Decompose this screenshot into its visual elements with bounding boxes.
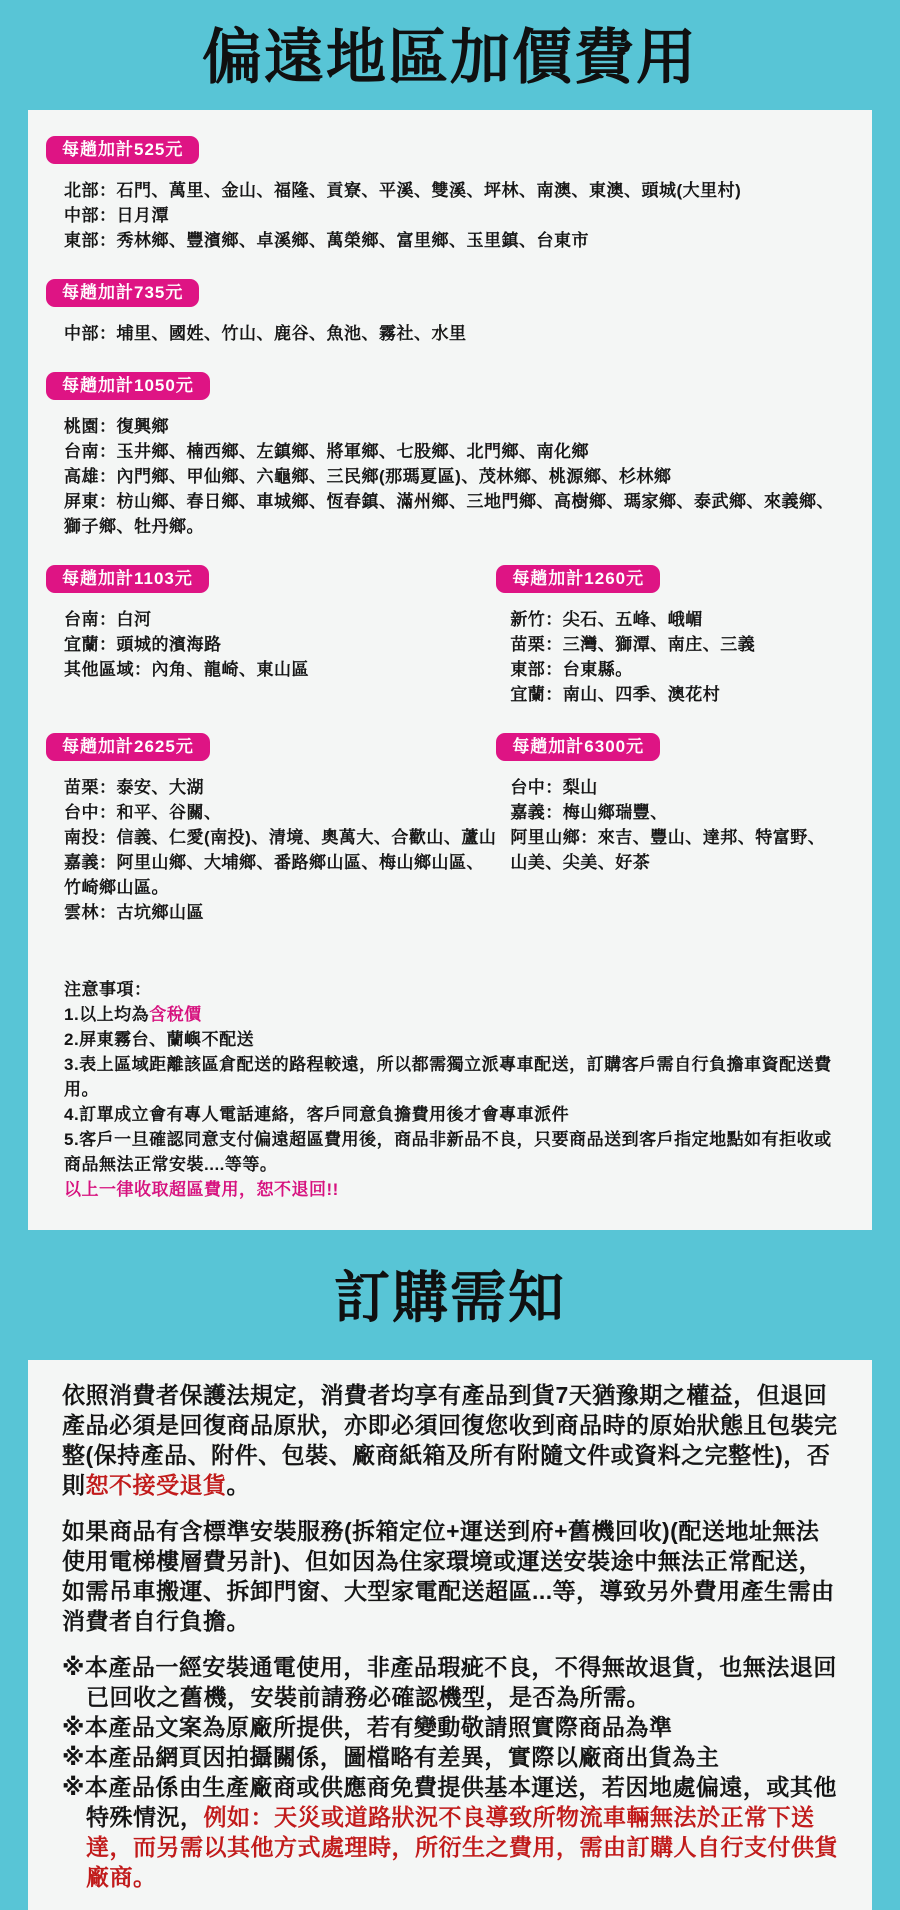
region-line: 苗栗：泰安、大湖: [64, 778, 204, 797]
note-item-1: [64, 1002, 836, 1027]
fee-badge-1050: 每趟加計1050元: [46, 372, 210, 400]
notes-heading: 注意事項：: [64, 980, 152, 999]
order-notice-card: [28, 1360, 872, 1910]
surcharge-card: [28, 110, 872, 1230]
region-line-taoyuan: 桃園：復興鄉: [64, 417, 169, 436]
note-item-5: 5.客戶一旦確認同意支付偏遠超區費用後，商品非新品不良，只要商品送到客戶指定地點如有拒收或商品無法正常安裝....等等。: [64, 1130, 832, 1174]
return-policy-warning: 恕不接受退貨: [85, 1472, 227, 1498]
region-line-kaohsiung: 高雄：內門鄉、甲仙鄉、六龜鄉、三民鄉(那瑪夏區)、茂林鄉、桃源鄉、杉林鄉: [64, 467, 672, 486]
region-line: 其他區域：內角、龍崎、東山區: [64, 660, 309, 679]
region-line-north: 北部：石門、萬里、金山、福隆、貢寮、平溪、雙溪、坪林、南澳、東澳、頭城(大里村): [64, 181, 742, 200]
fee-columns-row-2: [64, 733, 836, 951]
region-line-tainan: 台南：玉井鄉、楠西鄉、左鎮鄉、將軍鄉、七股鄉、北門鄉、南化鄉: [64, 442, 589, 461]
fee-group-2625: [64, 733, 496, 925]
fee-group-6300: [496, 733, 836, 925]
fee-badge-6300: 每趟加計6300元: [496, 733, 660, 761]
region-line: 竹崎鄉山區。: [64, 878, 169, 897]
return-policy-period: 。: [226, 1472, 250, 1498]
basic-shipping-text: ※本產品係由生產廠商或供應商免費提供基本運送，若因地處偏遠，或其他特殊情況，: [62, 1774, 837, 1830]
fee-badge-1103: 每趟加計1103元: [46, 565, 209, 593]
return-policy-text: 依照消費者保護法規定，消費者均享有產品到貨7天猶豫期之權益，但退回產品必須是回復商品原狀，亦即必須回復您收到商品時的原始狀態且包裝完整(保持產品、附件、包裝、廠商紙箱及所有附隨文件或資料之完整性)，否則: [62, 1382, 838, 1498]
region-line: 新竹：尖石、五峰、峨嵋: [510, 610, 703, 629]
fee-group-735: [64, 279, 836, 346]
region-line: 嘉義：阿里山鄉、大埔鄉、番路鄉山區、梅山鄉山區、: [64, 853, 484, 872]
basic-shipping-warning: 例如：天災或道路狀況不良導致所物流車輛無法於正常下送達，而另需以其他方式處理時，所衍生之費用，需由訂購人自行支付供貨廠商。: [86, 1804, 838, 1890]
bullet-installed-no-return: ※本產品一經安裝通電使用，非產品瑕疵不良，不得無故退貨，也無法退回已回收之舊機，安裝前請務必確認機型，是否為所需。: [62, 1654, 837, 1710]
notes-warning: 以上一律收取超區費用，恕不退回!!: [64, 1180, 339, 1199]
note-item-4: 4.訂單成立會有專人電話連絡，客戶同意負擔費用後才會專車派件: [64, 1105, 570, 1124]
bullet-basic-shipping: [62, 1772, 838, 1892]
region-line: 苗栗：三灣、獅潭、南庄、三義: [510, 635, 756, 654]
fee-badge-735: 每趟加計735元: [46, 279, 199, 307]
note-1-text: 1.以上均為: [64, 1005, 150, 1024]
fee-columns-row-1: [64, 565, 836, 733]
notes-section: [64, 977, 836, 1202]
region-line: 雲林：古坑鄉山區: [64, 903, 204, 922]
region-line-pingtung: 屏東：枋山鄉、春日鄉、車城鄉、恆春鎮、滿州鄉、三地門鄉、高樹鄉、瑪家鄉、泰武鄉、來義鄉、: [64, 492, 834, 511]
section2-title: 訂購需知: [334, 1266, 566, 1329]
fee-badge-525: 每趟加計525元: [46, 136, 199, 164]
region-line-pingtung-cont: 獅子鄉、牡丹鄉。: [64, 517, 204, 536]
region-line: 南投：信義、仁愛(南投)、清境、奧萬大、合歡山、蘆山: [64, 828, 497, 847]
notice-paragraph-return-policy: [62, 1380, 838, 1500]
section1-title: 偏遠地區加價費用: [202, 24, 698, 91]
note-item-2: 2.屏東霧台、蘭嶼不配送: [64, 1030, 255, 1049]
region-line: 山美、尖美、好茶: [510, 853, 651, 872]
region-line: 宜蘭：南山、四季、澳花村: [510, 685, 721, 704]
notice-bullets: [62, 1652, 838, 1892]
region-line: 嘉義：梅山鄉瑞豐、: [510, 803, 668, 822]
region-line-east: 東部：秀林鄉、豐濱鄉、卓溪鄉、萬榮鄉、富里鄉、玉里鎮、台東市: [64, 231, 589, 250]
fee-group-1103: [64, 565, 496, 707]
notice-paragraph-installation: 如果商品有含標準安裝服務(拆箱定位+運送到府+舊機回收)(配送地址無法使用電梯樓層費另計)、但如因為住家環境或運送安裝途中無法正常配送，如需吊車搬運、拆卸門窗、大型家電配送超區...等，導致另外費用產生需由消費者自行負擔。: [62, 1518, 835, 1634]
region-line-central: 中部：埔里、國姓、竹山、鹿谷、魚池、霧社、水里: [64, 324, 467, 343]
region-line: 阿里山鄉：來吉、豐山、達邦、特富野、: [510, 828, 826, 847]
bullet-photo-difference: ※本產品網頁因拍攝關係，圖檔略有差異，實際以廠商出貨為主: [62, 1744, 720, 1770]
region-line: 台中：和平、谷關、: [64, 803, 222, 822]
region-line: 台南：白河: [64, 610, 152, 629]
note-1-highlight: 含稅價: [149, 1005, 202, 1024]
fee-group-1050: [64, 372, 836, 539]
region-line: 東部：台東縣。: [510, 660, 633, 679]
note-item-3: 3.表上區域距離該區倉配送的路程較遠，所以都需獨立派專車配送，訂購客戶需自行負擔車資配送費用。: [64, 1055, 832, 1099]
region-line: 台中：梨山: [510, 778, 598, 797]
fee-badge-2625: 每趟加計2625元: [46, 733, 210, 761]
fee-group-525: [64, 136, 836, 253]
region-line: 宜蘭：頭城的濱海路: [64, 635, 222, 654]
fee-group-1260: [496, 565, 836, 707]
fee-badge-1260: 每趟加計1260元: [496, 565, 660, 593]
region-line-central: 中部：日月潭: [64, 206, 169, 225]
bullet-copy-from-manufacturer: ※本產品文案為原廠所提供，若有變動敬請照實際商品為準: [62, 1714, 673, 1740]
